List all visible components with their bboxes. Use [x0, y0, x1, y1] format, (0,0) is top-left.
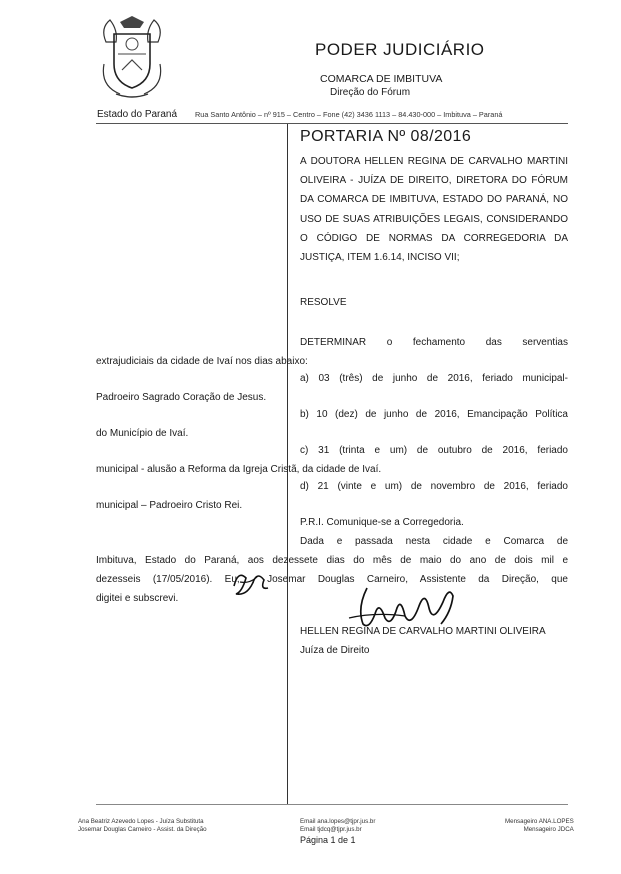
closing-line-4: digitei e subscrevi.	[96, 593, 179, 604]
parana-coat-of-arms-icon	[96, 14, 168, 100]
item-a-line-1: a) 03 (três) de junho de 2016, feriado municipal-	[300, 373, 568, 384]
determinar-line-2: extrajudiciais da cidade de Ivaí nos dias abaixo:	[96, 356, 308, 367]
closing-line-3: dezesseis (17/05/2016). Eu, , Josemar Douglas Carneiro, Assistente da Direção, que	[96, 574, 568, 585]
item-c-line-2: municipal - alusão a Reforma da Igreja Cristã, da cidade de Ivaí.	[96, 464, 382, 475]
footer-messenger-2: Mensageiro JDCA	[523, 826, 574, 833]
footer-email-2: Email tjdcq@tjpr.jus.br	[300, 826, 362, 833]
handwritten-initials-icon	[228, 566, 272, 600]
signer-role: Juíza de Direito	[300, 645, 370, 656]
closing-line-1: Dada e passada nesta cidade e Comarca de	[300, 536, 568, 547]
court-title: PODER JUDICIÁRIO	[315, 40, 485, 59]
pri-line	[96, 513, 568, 532]
item-d	[96, 477, 568, 515]
resolve-heading: RESOLVE	[300, 297, 347, 308]
item-a	[96, 369, 568, 407]
state-label: Estado do Paraná	[97, 109, 178, 120]
footer-messengers	[505, 818, 574, 834]
item-c-line-1: c) 31 (trinta e um) de outubro de 2016, feriado	[300, 445, 568, 456]
footer-emails	[300, 818, 375, 834]
determinar-line-1: DETERMINAR o fechamento das serventias	[300, 337, 568, 348]
portaria-number: PORTARIA Nº 08/2016	[300, 128, 472, 145]
header-divider	[96, 123, 568, 124]
intro-paragraph: A DOUTORA HELLEN REGINA DE CARVALHO MARTINI OLIVEIRA - JUÍZA DE DIREITO, DIRETORA DO FÓRUM DA COMARCA DE IMBITUVA, ESTADO DO PARANÁ, NO USO DE SUAS ATRIBUIÇÕES LEGAIS, CONSIDERANDO O CÓDIGO DE NORMAS DA CORREGEDORIA DA JUSTIÇA, ITEM 1.6.14, INCISO VII;	[300, 156, 568, 264]
page-number: Página 1 de 1	[300, 835, 356, 845]
signer-name: HELLEN REGINA DE CARVALHO MARTINI OLIVEIRA	[300, 626, 546, 637]
footer-divider	[96, 804, 568, 805]
direction-label: Direção do Fórum	[330, 87, 411, 98]
closing-line-2: Imbituva, Estado do Paraná, aos dezessete dias do mês de maio do ano de dois mil e	[96, 555, 568, 566]
pri-text: P.R.I. Comunique-se a Corregedoria.	[300, 517, 464, 528]
handwritten-signature-icon	[345, 578, 465, 632]
item-a-line-2: Padroeiro Sagrado Coração de Jesus.	[96, 392, 267, 403]
comarca-name: COMARCA DE IMBITUVA	[320, 73, 443, 85]
footer-signer-2: Josemar Douglas Carneiro - Assist. da Direção	[78, 826, 207, 833]
footer-signers	[78, 818, 207, 834]
item-c	[96, 441, 568, 479]
item-b-line-1: b) 10 (dez) de junho de 2016, Emancipação Política	[300, 409, 568, 420]
item-b	[96, 405, 568, 443]
determination-paragraph	[96, 333, 568, 371]
item-d-line-2: municipal – Padroeiro Cristo Rei.	[96, 500, 243, 511]
footer-email-1: Email ana.lopes@tjpr.jus.br	[300, 818, 376, 825]
item-b-line-2: do Município de Ivaí.	[96, 428, 189, 439]
court-address: Rua Santo Antônio – nº 915 – Centro – Fone (42) 3436 1113 – 84.430-000 – Imbituva – Paraná	[195, 110, 503, 119]
footer-messenger-1: Mensageiro ANA.LOPES	[505, 818, 574, 825]
footer-signer-1: Ana Beatriz Azevedo Lopes - Juíza Substituta	[78, 818, 204, 825]
closing-paragraph	[96, 532, 568, 608]
item-d-line-1: d) 21 (vinte e um) de novembro de 2016, feriado	[300, 481, 568, 492]
